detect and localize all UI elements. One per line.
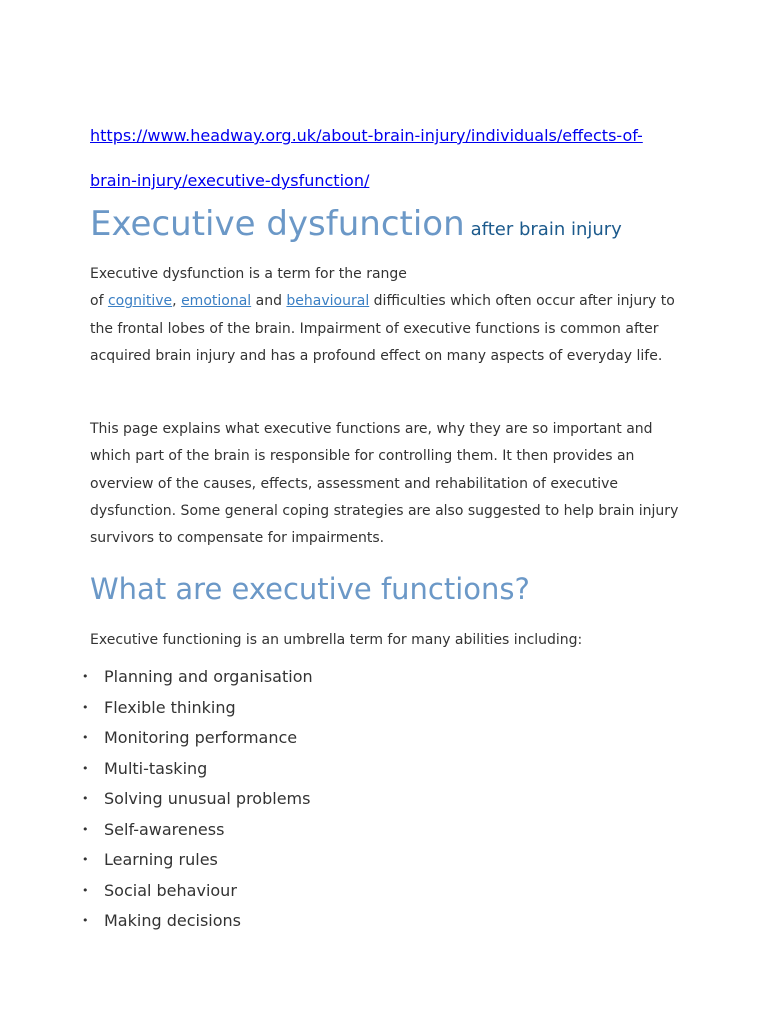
bullet-icon: • — [82, 853, 89, 866]
intro-rest: difficulties which often occur after injury to the frontal lobes of the brain. Impairment of executive functions is common after acquired brain injury and has a profound effect on many aspects of everyday life. — [90, 293, 675, 364]
bullet-icon: • — [82, 883, 89, 897]
page-title-subtitle: after brain injury — [470, 219, 622, 240]
intro-comma: , — [172, 293, 182, 310]
section-lead: Executive functioning is an umbrella term for many abilities including: — [90, 632, 583, 648]
intro-of: of — [90, 293, 108, 310]
list-item-label: Flexible thinking — [104, 697, 236, 717]
list-item-label: Learning rules — [104, 850, 218, 869]
list-item-label: Making decisions — [104, 911, 241, 930]
page-title — [90, 204, 622, 244]
list-item — [82, 754, 313, 785]
list-item-label: Multi-tasking — [104, 758, 208, 778]
list-item — [82, 723, 313, 754]
intro-and: and — [251, 293, 287, 310]
source-url-link-line1[interactable]: https://www.headway.org.uk/about-brain-injury/individuals/effects-of- — [90, 126, 643, 145]
bullet-icon: • — [82, 914, 89, 927]
source-url-link-line2[interactable]: brain-injury/executive-dysfunction/ — [90, 171, 370, 190]
list-item — [82, 662, 313, 693]
intro-line1: Executive dysfunction is a term for the range — [90, 266, 407, 282]
behavioural-link[interactable]: behavioural — [286, 293, 370, 310]
list-item — [82, 906, 313, 937]
list-item-label: Self-awareness — [104, 819, 225, 839]
list-item-label: Solving unusual problems — [104, 789, 311, 808]
list-item — [82, 693, 313, 724]
bullet-icon: • — [82, 670, 89, 683]
cognitive-link[interactable]: cognitive — [107, 293, 173, 310]
abilities-list — [82, 662, 313, 937]
list-item-label: Social behaviour — [104, 880, 237, 900]
overview-paragraph: This page explains what executive functions are, why they are so important and which part of the brain is responsible for controlling them. It then provides an overview of the causes, effects, assessment and rehabilitation of executive dysfunction. Some general coping strategies are also suggested to help brain injury survivors to compensate for impairments. — [90, 421, 679, 547]
list-item-label: Planning and organisation — [104, 667, 313, 686]
intro-paragraph — [90, 261, 690, 370]
page-title-main: Executive dysfunction — [90, 204, 465, 244]
bullet-icon: • — [82, 792, 89, 805]
bullet-icon: • — [82, 822, 89, 836]
bullet-icon: • — [82, 700, 89, 714]
list-item — [82, 815, 313, 846]
emotional-link[interactable]: emotional — [181, 293, 252, 310]
list-item — [82, 845, 313, 876]
bullet-icon: • — [82, 731, 89, 744]
list-item — [82, 784, 313, 815]
list-item — [82, 876, 313, 907]
bullet-icon: • — [82, 761, 89, 775]
section-heading: What are executive functions? — [90, 572, 530, 606]
list-item-label: Monitoring performance — [104, 728, 298, 747]
